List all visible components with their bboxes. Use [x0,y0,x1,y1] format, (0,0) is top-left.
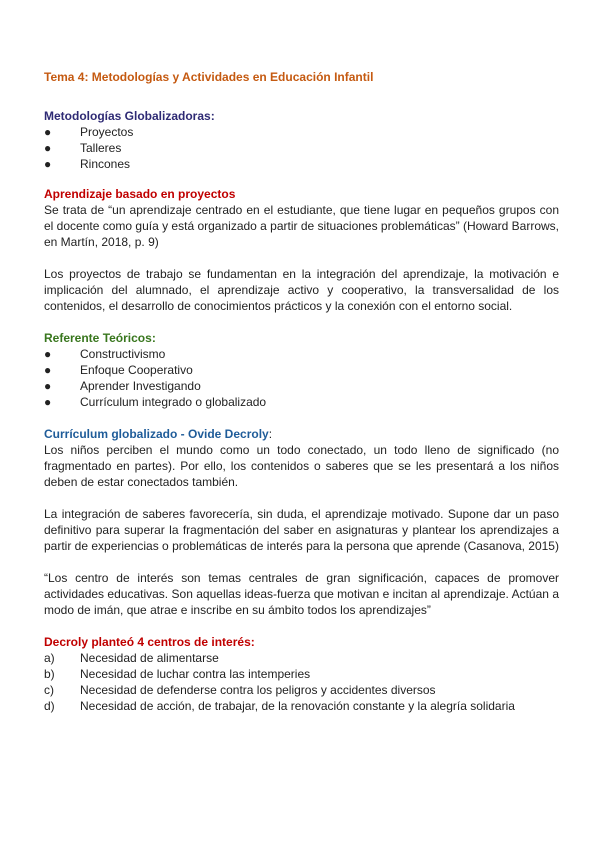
list-marker: c) [44,683,54,697]
bullet-icon: ● [44,157,52,171]
bullet-icon: ● [44,363,52,377]
paragraph-proyectos-1: Se trata de “un aprendizaje centrado en el estudiante, que tiene lugar en pequeños grupos con el docente como guía y está organizado a partir de situaciones problemáticas” (Howard Barrows, en Martín, 2018, p. 9) [44,203,559,249]
list-item: d) Necesidad de acción, de trabajar, de la renovación constante y la alegría solidaria [44,699,515,713]
list-item: ● Aprender Investigando [44,379,201,393]
list-item: ● Talleres [44,141,122,155]
bullet-icon: ● [44,141,52,155]
list-item: a) Necesidad de alimentarse [44,651,219,665]
paragraph-decroly-3: “Los centro de interés son temas centrales de gran significación, capaces de promover actividades educativas. Son aquellas ideas-fuerza que motivan e incitan al aprendizaje. Actúan a modo de imán, que atrae e inscribe en su ámbito todos los aprendizajes” [44,571,559,617]
bullet-icon: ● [44,347,52,361]
heading-decroly: Currículum globalizado - Ovide Decroly: [44,427,273,441]
list-marker: a) [44,651,55,665]
list-marker: d) [44,699,55,713]
document-title: Tema 4: Metodologías y Actividades en Educación Infantil [44,70,374,84]
document-page [44,70,559,714]
heading-referentes: Referente Teóricos: [44,331,156,345]
list-globalizadoras [44,124,559,172]
heading-centros: Decroly planteó 4 centros de interés: [44,635,255,649]
list-item: ● Rincones [44,157,131,171]
list-referentes [44,346,559,410]
bullet-icon: ● [44,379,52,393]
list-item: c) Necesidad de defenderse contra los peligros y accidentes diversos [44,683,436,697]
heading-proyectos: Aprendizaje basado en proyectos [44,187,236,201]
list-item: ● Currículum integrado o globalizado [44,395,267,409]
list-marker: b) [44,667,55,681]
paragraph-decroly-2: La integración de saberes favorecería, sin duda, el aprendizaje motivado. Supone dar un paso definitivo para superar la fragmentación del saber en asignaturas y plantear los aprendizajes a partir de experiencias o problemáticas de interés para la persona que aprende (Casanova, 2015) [44,507,559,553]
paragraph-decroly-1: Los niños perciben el mundo como un todo conectado, un todo lleno de significado (no fragmentado en partes). Por ello, los contenidos o saberes que se les presentará a los niños deben de estar conectados también. [44,443,559,489]
list-item: ● Proyectos [44,125,134,139]
paragraph-proyectos-2: Los proyectos de trabajo se fundamentan en la integración del aprendizaje, la motivación e implicación del alumnado, el aprendizaje activo y cooperativo, la transversalidad de los contenidos, el desarrollo de conocimientos prácticos y la conexión con el entorno social. [44,267,559,313]
list-item: ● Constructivismo [44,347,166,361]
bullet-icon: ● [44,125,52,139]
list-centros [44,650,559,714]
bullet-icon: ● [44,395,52,409]
heading-globalizadoras: Metodologías Globalizadoras: [44,109,215,123]
list-item: ● Enfoque Cooperativo [44,363,193,377]
list-item: b) Necesidad de luchar contra las intemperies [44,667,311,681]
